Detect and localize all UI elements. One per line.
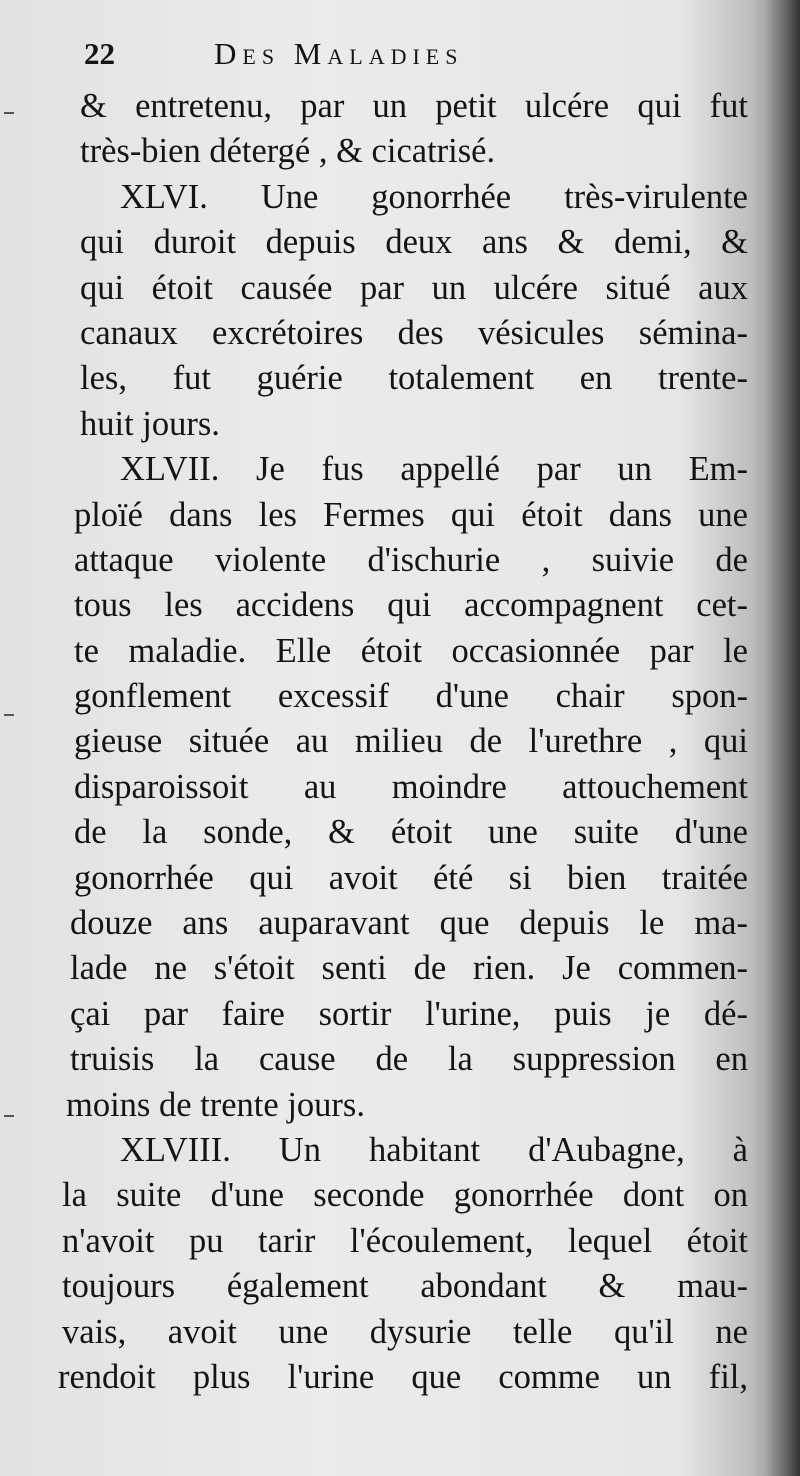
text-line: très-bien détergé , & cicatrisé. bbox=[80, 132, 496, 171]
text-line: vais, avoit une dysurie telle qu'il ne bbox=[62, 1312, 748, 1351]
text-line: de la sonde, & étoit une suite d'une bbox=[74, 813, 748, 852]
text-line: ploïé dans les Fermes qui étoit dans une bbox=[74, 495, 748, 534]
running-title: Des Maladies bbox=[214, 36, 464, 71]
section-heading-line: XLVII. Je fus appellé par un Em- bbox=[120, 450, 748, 489]
text-line: te maladie. Elle étoit occasionnée par le bbox=[74, 631, 748, 670]
text-line: gonorrhée qui avoit été si bien traitée bbox=[74, 858, 748, 897]
text-line: & entretenu, par un petit ulcére qui fut bbox=[80, 87, 748, 125]
text-line: n'avoit pu tarir l'écoulement, lequel étoit bbox=[62, 1221, 748, 1260]
text-line: les, fut guérie totalement en trente- bbox=[80, 359, 748, 398]
text-line: disparoissoit au moindre attouchement bbox=[74, 767, 748, 806]
text-line: gieuse située au milieu de l'urethre , qui bbox=[74, 722, 748, 761]
text-line: tous les accidens qui accompagnent cet- bbox=[74, 586, 748, 625]
margin-tick bbox=[4, 714, 14, 716]
text-line: moins de trente jours. bbox=[66, 1085, 365, 1124]
text-line: toujours également abondant & mau- bbox=[62, 1267, 748, 1306]
text-line: attaque violente d'ischurie , suivie de bbox=[74, 540, 748, 579]
text-line: rendoit plus l'urine que comme un fil, bbox=[58, 1357, 748, 1396]
text-line: douze ans auparavant que depuis le ma- bbox=[70, 904, 748, 943]
margin-tick bbox=[4, 112, 14, 114]
text-line: qui duroit depuis deux ans & demi, & bbox=[80, 223, 748, 262]
page-edge-shadow bbox=[766, 0, 800, 1476]
body-text bbox=[58, 84, 748, 1400]
text-line: huit jours. bbox=[80, 404, 220, 443]
page-number: 22 bbox=[84, 36, 115, 71]
section-heading-line: XLVIII. Un habitant d'Aubagne, à bbox=[120, 1130, 748, 1169]
text-line: gonflement excessif d'une chair spon- bbox=[74, 677, 748, 716]
text-line: truisis la cause de la suppression en bbox=[70, 1040, 748, 1079]
text-line: lade ne s'étoit senti de rien. Je commen- bbox=[70, 949, 748, 988]
text-line: la suite d'une seconde gonorrhée dont on bbox=[62, 1176, 748, 1215]
text-line: canaux excrétoires des vésicules sémina- bbox=[80, 313, 748, 352]
left-margin-marks bbox=[0, 0, 20, 1476]
page-header bbox=[84, 36, 744, 86]
text-line: qui étoit causée par un ulcére situé aux bbox=[80, 268, 748, 307]
section-heading-line: XLVI. Une gonorrhée très-virulente bbox=[120, 177, 748, 216]
margin-tick bbox=[4, 1115, 14, 1117]
text-line: çai par faire sortir l'urine, puis je dé- bbox=[70, 994, 748, 1033]
